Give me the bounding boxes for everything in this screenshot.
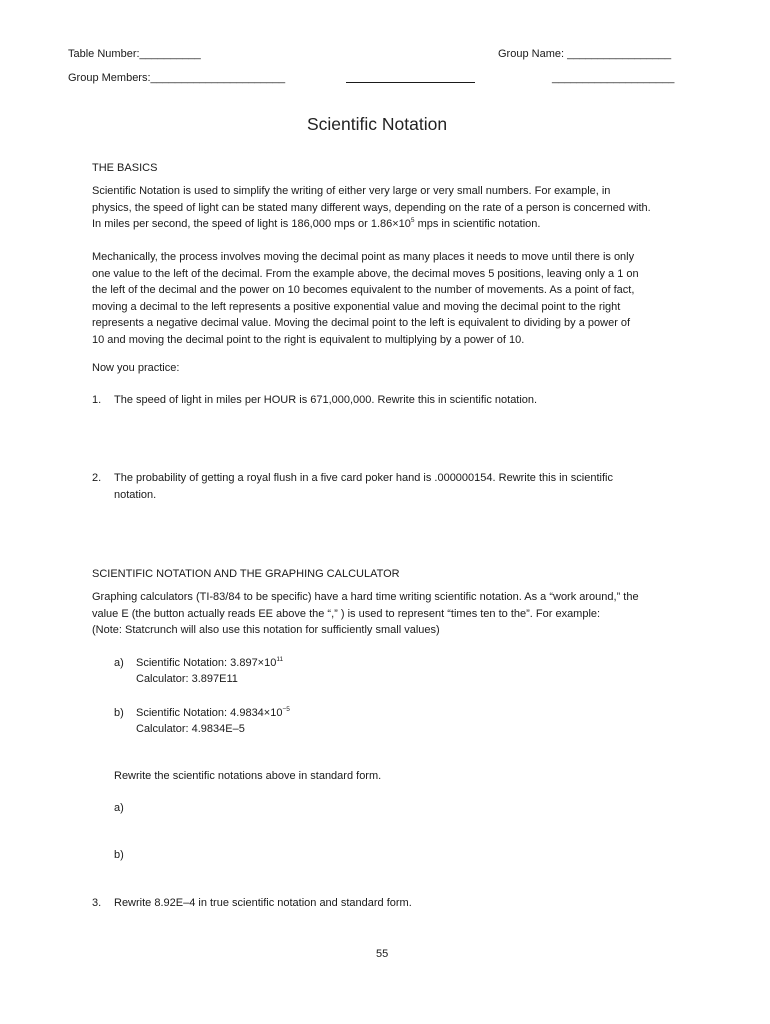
paragraph-line: one value to the left of the decimal. From the example above, the decimal moves 5 positions, leaving only a 1 on bbox=[92, 267, 639, 280]
paragraph-line: the left of the decimal and the power on 10 becomes equivalent to the number of movements. As a point of fact, bbox=[92, 284, 635, 296]
group-members-field: Group Members:______________________ bbox=[68, 72, 286, 84]
table-number-field: Table Number:__________ bbox=[68, 48, 201, 60]
exponent: 5 bbox=[410, 217, 415, 224]
group-member-blank-rule bbox=[346, 82, 475, 83]
group-name-field: Group Name: _________________ bbox=[498, 48, 672, 60]
page-title: Scientific Notation bbox=[307, 114, 448, 134]
rewrite-prompt: Rewrite the scientific notations above in standard form. bbox=[114, 770, 382, 782]
section-heading-basics: THE BASICS bbox=[92, 162, 158, 174]
basics-paragraph-2 bbox=[92, 249, 692, 348]
example-a-label: a) bbox=[114, 657, 124, 669]
paragraph-line: Graphing calculators (TI-83/84 to be specific) have a hard time writing scientific notation. As a “work around,” the bbox=[92, 591, 639, 603]
exponent: 11 bbox=[276, 656, 284, 663]
paragraph-line bbox=[92, 216, 692, 233]
example-b-scientific bbox=[136, 705, 290, 722]
section-heading-calculator: SCIENTIFIC NOTATION AND THE GRAPHING CALCULATOR bbox=[92, 568, 400, 580]
paragraph-text: mps in scientific notation. bbox=[414, 218, 541, 230]
paragraph-line: 10 and moving the decimal point to the right is equivalent to multiplying by a power of 10. bbox=[92, 333, 525, 346]
paragraph-line: physics, the speed of light can be stated many different ways, depending on the rate of a person is concerned with. bbox=[92, 201, 651, 214]
exponent: −5 bbox=[282, 706, 290, 713]
calculator-paragraph bbox=[92, 589, 692, 639]
question-1: The speed of light in miles per HOUR is 671,000,000. Rewrite this in scientific notation. bbox=[114, 394, 538, 406]
page-number: 55 bbox=[376, 948, 389, 960]
question-number: 2. bbox=[92, 472, 102, 484]
question-2 bbox=[114, 470, 714, 503]
paragraph-line: moving a decimal to the left represents a positive exponential value and moving the decimal point to the right bbox=[92, 300, 621, 313]
answer-a-label: a) bbox=[114, 802, 124, 814]
paragraph-line: represents a negative decimal value. Moving the decimal point to the left is equivalent to dividing by a power of bbox=[92, 317, 631, 329]
question-line: The probability of getting a royal flush in a five card poker hand is .000000154. Rewrite this in scientific bbox=[114, 472, 613, 484]
paragraph-text: In miles per second, the speed of light is 186,000 mps or 1.86×10 bbox=[92, 218, 411, 230]
paragraph-line: Mechanically, the process involves moving the decimal point as many places it needs to move until there is only bbox=[92, 251, 635, 263]
basics-paragraph-1 bbox=[92, 183, 692, 233]
example-a-calculator: Calculator: 3.897E11 bbox=[136, 673, 238, 685]
answer-b-label: b) bbox=[114, 849, 124, 861]
paragraph-line: (Note: Statcrunch will also use this notation for sufficiently small values) bbox=[92, 624, 440, 636]
example-b-label: b) bbox=[114, 707, 124, 719]
example-text: Scientific Notation: 4.9834×10 bbox=[136, 707, 283, 719]
question-3: Rewrite 8.92E–4 in true scientific notation and standard form. bbox=[114, 897, 412, 909]
paragraph-line: value E (the button actually reads EE above the “,” ) is used to represent “times ten to the”. For example: bbox=[92, 607, 601, 620]
question-number: 1. bbox=[92, 394, 102, 406]
paragraph-line: Scientific Notation is used to simplify the writing of either very large or very small numbers. For example, in bbox=[92, 185, 611, 197]
example-b-calculator: Calculator: 4.9834E–5 bbox=[136, 723, 245, 735]
question-line: notation. bbox=[114, 488, 157, 501]
practice-prompt: Now you practice: bbox=[92, 362, 180, 374]
example-text: Scientific Notation: 3.897×10 bbox=[136, 657, 277, 669]
example-a-scientific bbox=[136, 655, 283, 672]
question-number: 3. bbox=[92, 897, 102, 909]
group-member-blank-right: ____________________ bbox=[552, 72, 675, 84]
